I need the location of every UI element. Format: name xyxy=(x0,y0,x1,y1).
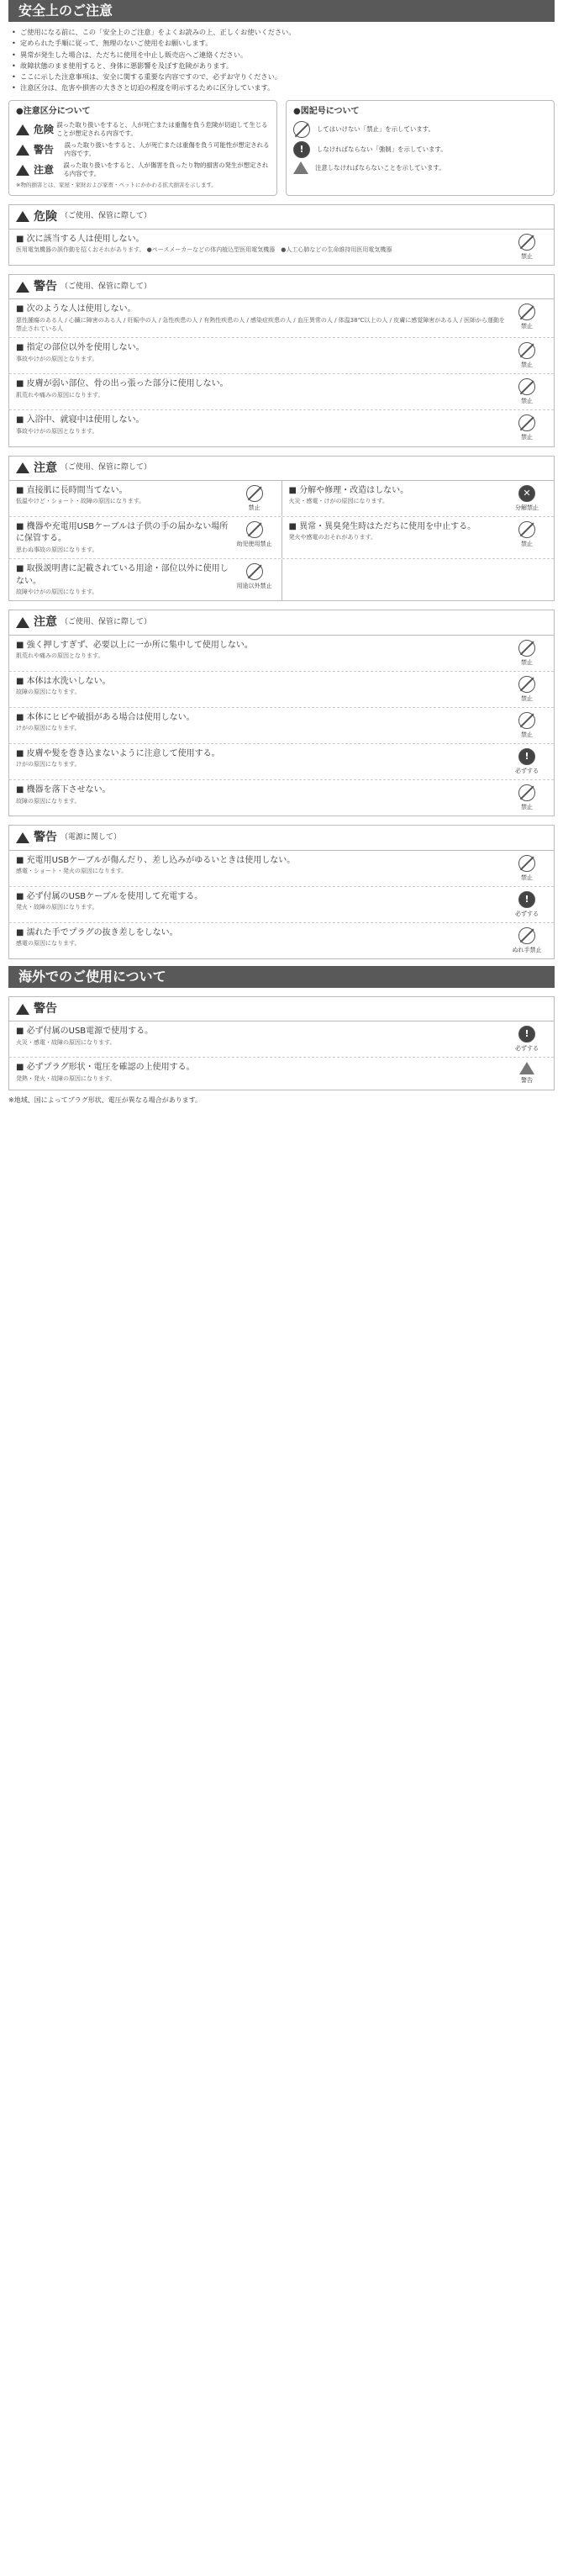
item-note: 火災・感電・けがの原因になります。 xyxy=(288,498,388,505)
section-header xyxy=(9,205,554,230)
section-danger xyxy=(8,204,555,266)
section-header xyxy=(9,826,554,850)
item-main: ■ 必ず付属のUSBケーブルを使用して充電する。 xyxy=(16,891,203,901)
item-note: 感電・ショート・発火の原因になります。 xyxy=(16,868,128,875)
section-name: 注意 xyxy=(34,461,57,475)
intro-item: • ご使用になる前に、この「安全上のご注意」をよくお読みの上、正しくお使いください。 xyxy=(20,27,555,37)
legend-caution xyxy=(16,161,270,178)
warning-triangle-icon xyxy=(16,617,29,628)
list-item xyxy=(9,708,554,744)
section-header xyxy=(9,275,554,299)
list-item xyxy=(9,744,554,780)
mark-label: 禁止 xyxy=(521,362,533,369)
item-note: 発火や感電のおそれがあります。 xyxy=(288,534,376,541)
list-item xyxy=(9,636,554,672)
mark-label: 分解禁止 xyxy=(515,504,539,511)
prohibit-icon xyxy=(246,485,263,502)
mark-label: 禁止 xyxy=(521,323,533,330)
legend-danger-desc: 誤った取り扱いをすると、人が死亡または重傷を負う危険が切迫して生じることが想定される内容です。 xyxy=(56,121,268,138)
prohibit-icon xyxy=(518,784,535,801)
mark-label: 禁止 xyxy=(521,694,533,702)
item-note: 思わぬ事故の原因になります。 xyxy=(16,546,98,553)
section-name: 警告 xyxy=(34,280,57,294)
intro-list xyxy=(8,27,555,93)
mark-label: 禁止 xyxy=(521,731,533,738)
section-title-overseas: 海外でのご使用について xyxy=(8,966,555,988)
mark-label: 禁止 xyxy=(521,540,533,547)
legend-attention xyxy=(293,161,547,174)
legend xyxy=(8,100,555,196)
item-main: ■ 本体にヒビや破損がある場合は使用しない。 xyxy=(16,712,195,722)
item-note: けがの原因になります。 xyxy=(16,761,81,768)
mark-label: 必ずする xyxy=(515,910,539,917)
item-main: ■ 皮膚や髪を巻き込まないように注意して使用する。 xyxy=(16,748,220,758)
section-name: 警告 xyxy=(34,831,57,845)
item-main: ■ 充電用USBケーブルが傷んだり、差し込みがゆるいときは使用しない。 xyxy=(16,855,296,865)
list-item xyxy=(9,338,554,374)
legend-warning-label: 警告 xyxy=(34,143,55,156)
mandatory-icon: ! xyxy=(293,141,310,158)
mark-label: 禁止 xyxy=(521,874,533,881)
item-note: 肌荒れや痛みの原因になります。 xyxy=(16,391,104,399)
legend-danger-label: 危険 xyxy=(34,123,55,135)
warning-triangle-icon xyxy=(16,462,29,473)
list-item xyxy=(9,230,554,265)
intro-item: • 定められた手順に従って、無理のないご使用をお願いします。 xyxy=(20,38,555,48)
item-note: 火災・感電・故障の原因になります。 xyxy=(16,1038,116,1046)
legend-danger xyxy=(16,121,270,138)
item-main: ■ 機器を落下させない。 xyxy=(16,785,111,795)
section-header xyxy=(9,457,554,481)
section-title-safety: 安全上のご注意 xyxy=(8,0,555,22)
mandatory-icon: ! xyxy=(518,748,535,765)
mark-label: ぬれ手禁止 xyxy=(512,946,542,953)
prohibit-icon xyxy=(518,855,535,872)
prohibit-icon xyxy=(518,414,535,431)
prohibit-icon xyxy=(293,121,310,138)
page xyxy=(8,0,555,1105)
intro-item: • 異常が発生した場合は、ただちに使用を中止し販売店へご連絡ください。 xyxy=(20,50,555,60)
legend-caution-desc: 誤った取り扱いをすると、人が傷害を負ったり物的損害の発生が想定される内容です。 xyxy=(63,161,269,178)
section-sub: （ご使用、保管に際して） xyxy=(61,463,152,472)
legend-symbols-title: ●図記号について xyxy=(293,106,360,116)
legend-prohibit xyxy=(293,121,547,138)
legend-attention-desc: 注意しなければならないことを示しています。 xyxy=(315,163,445,172)
item-main: ■ 本体は水洗いしない。 xyxy=(16,676,111,686)
item-main: ■ 次に該当する人は使用しない。 xyxy=(16,234,145,244)
prohibit-icon xyxy=(518,378,535,395)
warning-triangle-icon xyxy=(16,165,29,176)
prohibit-icon xyxy=(246,521,263,538)
item-main: ■ 取扱説明書に記載されている用途・部位以外に使用しない。 xyxy=(16,564,229,586)
legend-caution-label: 注意 xyxy=(34,163,55,176)
prohibit-icon xyxy=(246,563,263,580)
section-caution-pairs xyxy=(8,456,555,602)
item-note: 事故やけがの原因となります。 xyxy=(16,355,98,362)
prohibit-icon xyxy=(518,676,535,693)
list-item xyxy=(9,299,554,338)
item-main: ■ 指定の部位以外を使用しない。 xyxy=(16,343,145,353)
list-item xyxy=(9,923,554,958)
legend-severity xyxy=(8,100,277,196)
list-item xyxy=(9,1021,554,1058)
intro-item: • 故障状態のまま使用すると、身体に悪影響を及ぼす危険があります。 xyxy=(20,61,555,71)
item-main: ■ 必ずプラグ形状・電圧を確認の上使用する。 xyxy=(16,1063,195,1073)
prohibit-icon xyxy=(518,342,535,359)
mark-label: 幼児使用禁止 xyxy=(236,540,272,547)
list-item xyxy=(9,672,554,708)
mark-label: 禁止 xyxy=(521,658,533,666)
prohibit-icon xyxy=(518,304,535,320)
item-main: ■ 分解や修理・改造はしない。 xyxy=(288,485,409,495)
item-note: 発火・故障の原因になります。 xyxy=(16,904,98,911)
item-note: 発熱・発火・故障の原因になります。 xyxy=(16,1074,116,1082)
item-main: ■ 入浴中、就寝中は使用しない。 xyxy=(16,415,145,425)
item-note: 感電の原因になります。 xyxy=(16,940,81,948)
mark-label: 禁止 xyxy=(521,398,533,405)
legend-note: ※物的損害とは、家屋・家財および家畜・ペットにかかわる拡大損害を示します。 xyxy=(16,182,217,189)
mark-label: 用途以外禁止 xyxy=(236,583,272,590)
mark-label: 必ずする xyxy=(515,767,539,774)
item-note: 故障の原因になります。 xyxy=(16,797,81,805)
item-main: ■ 皮膚が弱い部位、骨の出っ張った部分に使用しない。 xyxy=(16,379,229,389)
item-note: 事故やけがの原因となります。 xyxy=(16,427,98,435)
prohibit-icon xyxy=(518,640,535,657)
list-item xyxy=(9,410,554,446)
item-note: 故障の原因になります。 xyxy=(16,689,81,696)
section-name: 注意 xyxy=(34,615,57,630)
section-power xyxy=(8,825,555,959)
attention-triangle-icon xyxy=(519,1062,534,1074)
section-name: 警告 xyxy=(34,1001,57,1016)
section-warning xyxy=(8,274,555,447)
pair-row xyxy=(9,558,554,600)
legend-warning xyxy=(16,141,270,158)
warning-triangle-icon xyxy=(16,211,29,222)
mark-label: 必ずする xyxy=(515,1045,539,1053)
legend-symbols xyxy=(286,100,555,196)
section-caution xyxy=(8,610,555,816)
section-overseas xyxy=(8,996,555,1090)
mark-label: 警告 xyxy=(521,1077,533,1085)
mark-label: 禁止 xyxy=(521,434,533,441)
no-disassembly-icon: ✕ xyxy=(518,485,535,502)
item-note: 医用電気機器の誤作動を招くおそれがあります。 ●ペースメーカーなどの体内植込型医用電気機器 ●人工心肺などの生命維持用医用電気機器 xyxy=(16,246,392,254)
warning-triangle-icon xyxy=(16,124,29,135)
item-main: ■ 強く押しすぎず、必要以上に一か所に集中して使用しない。 xyxy=(16,640,253,650)
item-note: 故障やけがの原因になります。 xyxy=(16,589,98,596)
warning-triangle-icon xyxy=(16,1004,29,1015)
section-name: 危険 xyxy=(34,209,57,224)
legend-warning-desc: 誤った取り扱いをすると、人が死亡または重傷を負う可能性が想定される内容です。 xyxy=(64,141,270,158)
mark-label: 禁止 xyxy=(521,804,533,811)
intro-item: • 注意区分は、危害や損害の大きさと切迫の程度を明示するために区分しています。 xyxy=(20,82,555,92)
legend-prohibit-desc: してはいけない「禁止」を示しています。 xyxy=(317,125,434,134)
section-sub: （ご使用、保管に際して） xyxy=(61,212,152,221)
legend-must-desc: しなければならない「強制」を示しています。 xyxy=(317,145,447,154)
legend-severity-title: ●注意区分について xyxy=(16,106,91,116)
item-main: ■ 異常・異臭発生時はただちに使用を中止する。 xyxy=(288,521,476,531)
mark-label: 禁止 xyxy=(248,504,260,511)
legend-must xyxy=(293,141,547,158)
mandatory-icon: ! xyxy=(518,891,535,908)
mark-label: 禁止 xyxy=(521,252,533,260)
pair-row xyxy=(9,516,554,558)
item-note: 肌荒れや痛みの原因となります。 xyxy=(16,652,104,660)
footer-note: ※地域、国によってプラグ形状、電圧が異なる場合があります。 xyxy=(8,1095,203,1104)
list-item xyxy=(9,1058,554,1089)
list-item xyxy=(9,374,554,410)
list-item xyxy=(9,780,554,816)
item-note: けがの原因になります。 xyxy=(16,725,81,732)
item-note: 悪性腫瘍のある人 / 心臓に障害のある人 / 妊娠中の人 / 急性疾患の人 / 有熱性疾患の人 / 感染症疾患の人 / 血圧異常の人 / 体温38℃以上の人 / 皮膚に感覚障害がある人 / 医師から運動を禁止されている人 xyxy=(16,316,506,332)
prohibit-icon xyxy=(518,712,535,729)
warning-triangle-icon xyxy=(16,282,29,293)
attention-triangle-icon xyxy=(293,161,308,174)
item-main: ■ 機器や充電用USBケーブルは子供の手の届かない場所に保管する。 xyxy=(16,521,229,544)
item-main: ■ 次のような人は使用しない。 xyxy=(16,304,136,314)
prohibit-icon xyxy=(518,234,535,251)
section-sub: （ご使用、保管に際して） xyxy=(61,617,152,626)
item-note: 低温やけど・ショート・故障の原因になります。 xyxy=(16,498,145,505)
pair-row xyxy=(9,481,554,516)
warning-triangle-icon xyxy=(16,832,29,843)
section-sub: （電源に関して） xyxy=(61,832,122,842)
intro-item: • ここに示した注意事項は、安全に関する重要な内容ですので、必ずお守りください。 xyxy=(20,71,555,82)
wet-hands-prohibit-icon xyxy=(518,927,535,944)
list-item xyxy=(9,887,554,923)
prohibit-icon xyxy=(518,521,535,538)
item-main: ■ 濡れた手でプラグの抜き差しをしない。 xyxy=(16,927,178,937)
warning-triangle-icon xyxy=(16,145,29,156)
section-header xyxy=(9,997,554,1021)
list-item xyxy=(9,851,554,887)
mandatory-icon: ! xyxy=(518,1026,535,1043)
section-header xyxy=(9,610,554,635)
item-main: ■ 必ず付属のUSB電源で使用する。 xyxy=(16,1027,154,1037)
section-sub: （ご使用、保管に際して） xyxy=(61,282,152,291)
item-main: ■ 直接肌に長時間当てない。 xyxy=(16,485,128,495)
